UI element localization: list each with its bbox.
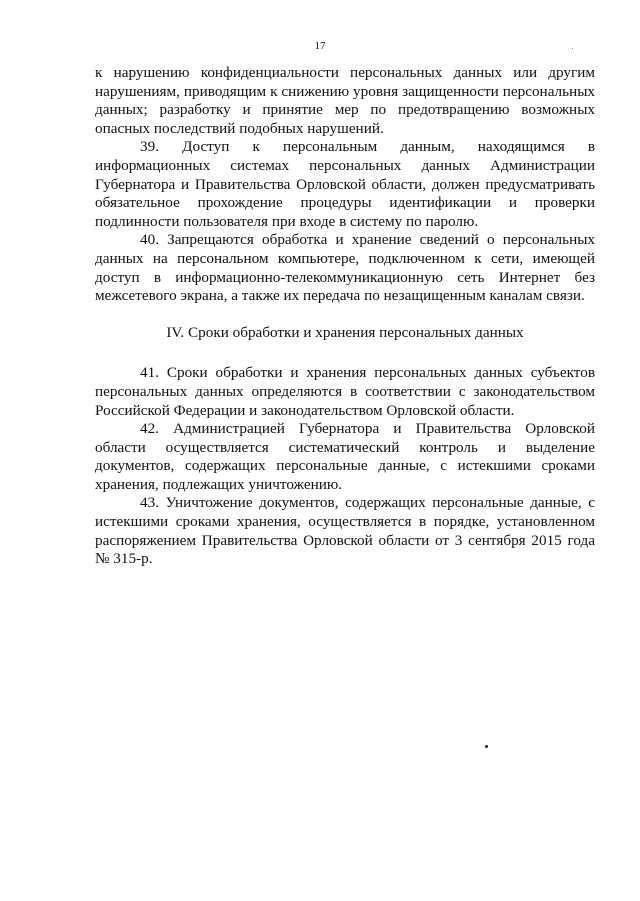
scan-artifact-mark	[572, 48, 573, 49]
paragraph-41: 41. Сроки обработки и хранения персональных данных субъектов персональных данных определяются в соответствии с законодательством Российской Федерации и законодательством Орловской области.	[95, 364, 595, 419]
paragraph-39: 39. Доступ к персональным данным, находящимся в информационных системах персональных данных Администрации Губернатора и Правительства Орловской области, должен предусматривать обязательное прохождение процедуры идентификации и проверки подлинности пользователя при входе в систему по паролю.	[95, 138, 595, 230]
paragraph-continuation: к нарушению конфиденциальности персональных данных или другим нарушениям, приводящим к снижению уровня защищенности персональных данных; разработку и принятие мер по предотвращению возможных опасных последствий подобных нарушений.	[95, 64, 595, 137]
scan-artifact-dot	[485, 745, 488, 748]
paragraph-42: 42. Администрацией Губернатора и Правительства Орловской области осуществляется систематический контроль и выделение документов, содержащих персональные данные, с истекшими сроками хранения, подлежащих уничтожению.	[95, 420, 595, 493]
section-heading: IV. Сроки обработки и хранения персональных данных	[166, 323, 524, 341]
document-body	[95, 64, 595, 569]
paragraph-43: 43. Уничтожение документов, содержащих персональные данные, с истекшими сроками хранения, осуществляется в порядке, установленном распоряжением Правительства Орловской области от 3 сентября 2015 года № 315-р.	[95, 494, 595, 568]
paragraph-40: 40. Запрещаются обработка и хранение сведений о персональных данных на персональном компьютере, подключенном к сети, имеющей доступ в информационно-телекоммуникационную сеть Интернет без межсетевого экрана, а также их передача по незащищенным каналам связи.	[95, 231, 595, 305]
page-number: 17	[314, 40, 326, 52]
